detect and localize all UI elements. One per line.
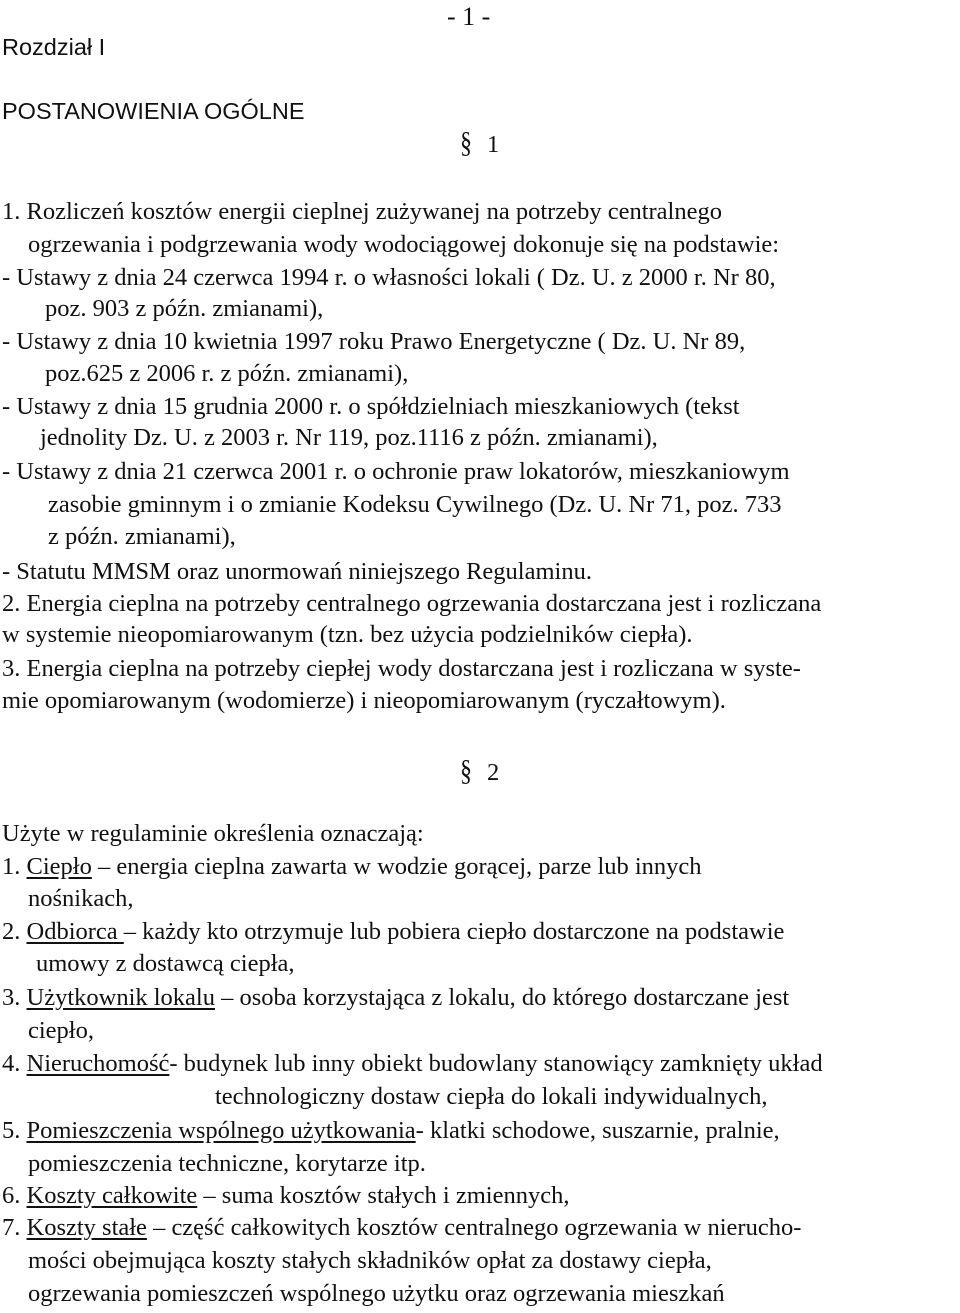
definition-item	[2, 1116, 780, 1146]
section-2-heading	[460, 756, 499, 788]
section-1-heading	[460, 128, 499, 160]
section-sign: §	[460, 126, 472, 159]
section-1-line: 2. Energia cieplna na potrzeby centralnego ogrzewania dostarczana jest i rozliczana	[2, 590, 822, 617]
definition-term: Pomieszczenia wspólnego użytkowania	[26, 1117, 416, 1144]
definition-number: 4.	[2, 1050, 27, 1077]
section-1-line: w systemie nieopomiarowanym (tzn. bez użycia podzielników ciepła).	[2, 621, 693, 648]
definition-text: – osoba korzystająca z lokalu, do którego dostarczane jest	[215, 984, 790, 1011]
definition-number: 6.	[2, 1182, 27, 1209]
definition-term: Koszty stałe	[26, 1214, 147, 1241]
definition-number: 1.	[2, 853, 27, 880]
definition-continuation: technologiczny dostaw ciepła do lokali indywidualnych,	[215, 1083, 768, 1110]
section-1-line: - Statutu MMSM oraz unormowań niniejszego Regulaminu.	[2, 558, 592, 585]
definition-item	[2, 1213, 801, 1243]
chapter-title: POSTANOWIENIA OGÓLNE	[2, 98, 305, 124]
section-1-line: ogrzewania i podgrzewania wody wodociągowej dokonuje się na podstawie:	[28, 231, 780, 258]
definition-term: Nieruchomość	[26, 1050, 170, 1077]
section-1-line: - Ustawy z dnia 10 kwietnia 1997 roku Prawo Energetyczne ( Dz. U. Nr 89,	[2, 328, 746, 355]
definition-term: Ciepło	[26, 853, 92, 880]
definition-continuation: mości obejmująca koszty stałych składników opłat za dostawy ciepła,	[28, 1247, 712, 1274]
section-1-line: poz. 903 z późn. zmianami),	[45, 295, 324, 322]
chapter-label: Rozdział I	[2, 34, 106, 60]
definition-item	[2, 917, 784, 947]
section-1-line: z późn. zmianami),	[48, 523, 236, 550]
section-1-line: 1. Rozliczeń kosztów energii cieplnej zużywanej na potrzeby centralnego	[2, 198, 722, 225]
section-1-line: mie opomiarowanym (wodomierze) i nieopomiarowanym (ryczałtowym).	[2, 687, 726, 714]
section-1-line: - Ustawy z dnia 24 czerwca 1994 r. o własności lokali ( Dz. U. z 2000 r. Nr 80,	[2, 264, 776, 291]
definition-continuation: ogrzewania pomieszczeń wspólnego użytku oraz ogrzewania mieszkań	[28, 1280, 725, 1307]
definition-number: 5.	[2, 1117, 27, 1144]
definition-text: – każdy kto otrzymuje lub pobiera ciepło dostarczone na podstawie	[123, 918, 785, 945]
definition-continuation: nośnikach,	[28, 885, 134, 912]
definition-term: Koszty całkowite	[26, 1182, 198, 1209]
section-1-line: - Ustawy z dnia 21 czerwca 2001 r. o ochronie praw lokatorów, mieszkaniowym	[2, 458, 790, 485]
definition-continuation: ciepło,	[28, 1017, 94, 1044]
definition-item	[2, 983, 789, 1013]
definitions-intro: Użyte w regulaminie określenia oznaczają:	[2, 820, 424, 847]
definition-number: 2.	[2, 918, 27, 945]
definition-text: - budynek lub inny obiekt budowlany stanowiący zamknięty układ	[169, 1050, 823, 1077]
section-1-line: poz.625 z 2006 r. z późn. zmianami),	[45, 360, 409, 387]
definition-continuation: pomieszczenia techniczne, korytarze itp.	[28, 1150, 426, 1177]
definition-term: Odbiorca	[26, 918, 124, 945]
definition-continuation: umowy z dostawcą ciepła,	[36, 950, 295, 977]
definition-item	[2, 852, 702, 882]
section-1-line: jednolity Dz. U. z 2003 r. Nr 119, poz.1116 z późn. zmianami),	[40, 424, 658, 451]
definition-number: 7.	[2, 1214, 27, 1241]
definition-text: – energia cieplna zawarta w wodzie gorącej, parze lub innych	[91, 853, 702, 880]
section-1-line: 3. Energia cieplna na potrzeby ciepłej wody dostarczana jest i rozliczana w syste-	[2, 655, 801, 682]
section-number: 2	[487, 759, 500, 786]
definition-text: – suma kosztów stałych i zmiennych,	[197, 1182, 570, 1209]
definition-term: Użytkownik lokalu	[26, 984, 215, 1011]
section-sign: §	[460, 754, 472, 787]
definition-item	[2, 1049, 823, 1079]
definition-text: - klatki schodowe, suszarnie, pralnie,	[415, 1117, 780, 1144]
definition-number: 3.	[2, 984, 27, 1011]
section-1-line: zasobie gminnym i o zmianie Kodeksu Cywilnego (Dz. U. Nr 71, poz. 733	[48, 491, 782, 518]
page-number: - 1 -	[447, 2, 491, 31]
section-number: 1	[487, 131, 500, 158]
definition-item	[2, 1181, 569, 1211]
section-1-line: - Ustawy z dnia 15 grudnia 2000 r. o spółdzielniach mieszkaniowych (tekst	[2, 393, 740, 420]
definition-text: – część całkowitych kosztów centralnego ogrzewania w nierucho-	[146, 1214, 802, 1241]
